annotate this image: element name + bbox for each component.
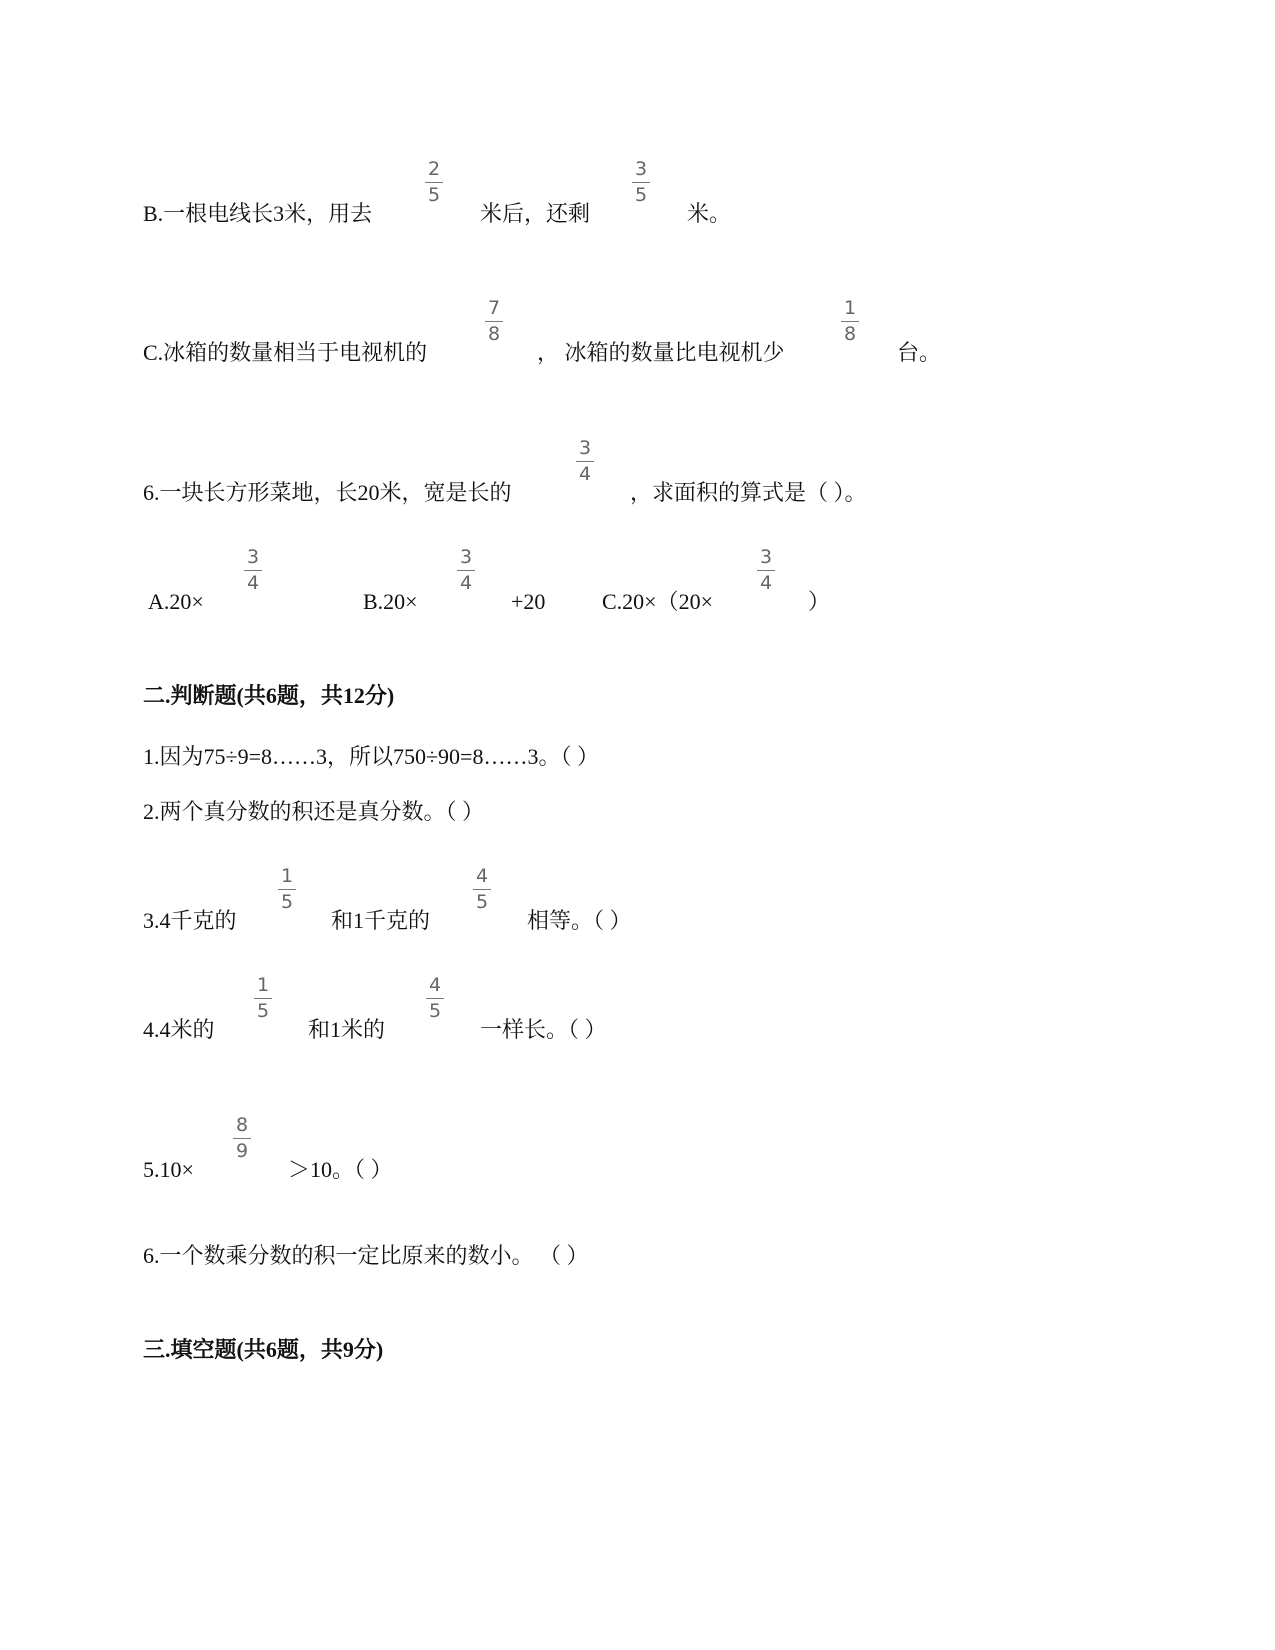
fraction-denominator: 8 [843,323,857,345]
fraction-bar [473,889,491,890]
judgment-q3-fraction-2 [472,867,492,913]
fraction-denominator: 9 [235,1140,249,1162]
q6-text-2: ，求面积的算式是（ ）。 [630,480,867,505]
q6-option-b-text-1: B.20× [363,589,418,614]
q5-c-fraction-2 [840,299,860,345]
judgment-q3-text-3: 相等。（ ） [527,908,632,933]
fraction-denominator: 4 [459,572,473,594]
q5-b-text-1: B.一根电线长3米，用去 [143,201,373,226]
judgment-q4-fraction-2 [425,976,445,1022]
judgment-q1: 1.因为75÷9=8……3，所以750÷90=8……3。（ ） [143,744,599,769]
q6-option-b-fraction [456,548,476,594]
fraction-numerator: 3 [759,546,773,568]
fraction-bar [426,998,444,999]
fraction-bar [425,182,443,183]
q5-c-text-1: C.冰箱的数量相当于电视机的 [143,340,428,365]
q6-option-c-text-1: C.20×（20× [602,589,713,614]
fraction-numerator: 3 [246,546,260,568]
fraction-numerator: 3 [578,437,592,459]
fraction-denominator: 5 [256,1000,270,1022]
judgment-q5-text-2: ＞10。（ ） [288,1157,393,1182]
judgment-q4-text-3: 一样长。（ ） [480,1017,607,1042]
fraction-numerator: 1 [843,297,857,319]
judgment-q3-text-1: 3.4千克的 [143,908,237,933]
fraction-denominator: 5 [428,1000,442,1022]
judgment-q4-text-1: 4.4米的 [143,1017,215,1042]
q5-c-text-3: 台。 [897,340,942,365]
judgment-q4-text-2: 和1米的 [308,1017,386,1042]
fraction-numerator: 2 [427,158,441,180]
fraction-numerator: 4 [428,974,442,996]
q5-b-text-3: 米。 [687,201,732,226]
fraction-denominator: 5 [280,891,294,913]
fraction-denominator: 4 [246,572,260,594]
judgment-q3-fraction-1 [277,867,297,913]
fraction-numerator: 4 [475,865,489,887]
fraction-bar [233,1138,251,1139]
q5-b-text-2: 米后，还剩 [480,201,591,226]
fraction-bar [457,570,475,571]
fraction-numerator: 3 [459,546,473,568]
section-3-heading: 三.填空题(共6题，共9分) [143,1337,384,1362]
fraction-bar [757,570,775,571]
q6-option-c-fraction [756,548,776,594]
q6-option-c-text-2: ） [808,589,831,614]
fraction-numerator: 3 [634,158,648,180]
judgment-q2: 2.两个真分数的积还是真分数。（ ） [143,799,485,824]
q5-c-fraction-1 [484,299,504,345]
fraction-numerator: 1 [256,974,270,996]
fraction-bar [841,321,859,322]
fraction-bar [576,461,594,462]
q5-c-text-2: ， 冰箱的数量比电视机少 [537,340,785,365]
fraction-denominator: 4 [759,572,773,594]
judgment-q4-fraction-1 [253,976,273,1022]
fraction-denominator: 5 [427,184,441,206]
q5-b-fraction-1 [424,160,444,206]
fraction-numerator: 8 [235,1114,249,1136]
fraction-bar [244,570,262,571]
fraction-denominator: 5 [634,184,648,206]
fraction-numerator: 1 [280,865,294,887]
fraction-bar [254,998,272,999]
judgment-q5-text-1: 5.10× [143,1157,194,1182]
q6-text-1: 6.一块长方形菜地，长20米，宽是长的 [143,480,512,505]
fraction-bar [485,321,503,322]
fraction-denominator: 8 [487,323,501,345]
q6-fraction [575,439,595,485]
q6-option-a-fraction [243,548,263,594]
q6-option-b-text-2: +20 [511,589,546,614]
judgment-q5-fraction [232,1116,252,1162]
fraction-bar [278,889,296,890]
fraction-denominator: 4 [578,463,592,485]
fraction-numerator: 7 [487,297,501,319]
judgment-q3-text-2: 和1千克的 [331,908,431,933]
fraction-bar [632,182,650,183]
judgment-q6: 6.一个数乘分数的积一定比原来的数小。 （ ） [143,1243,589,1268]
fraction-denominator: 5 [475,891,489,913]
q5-b-fraction-2 [631,160,651,206]
q6-option-a-text: A.20× [148,589,204,614]
section-2-heading: 二.判断题(共6题，共12分) [143,683,395,708]
